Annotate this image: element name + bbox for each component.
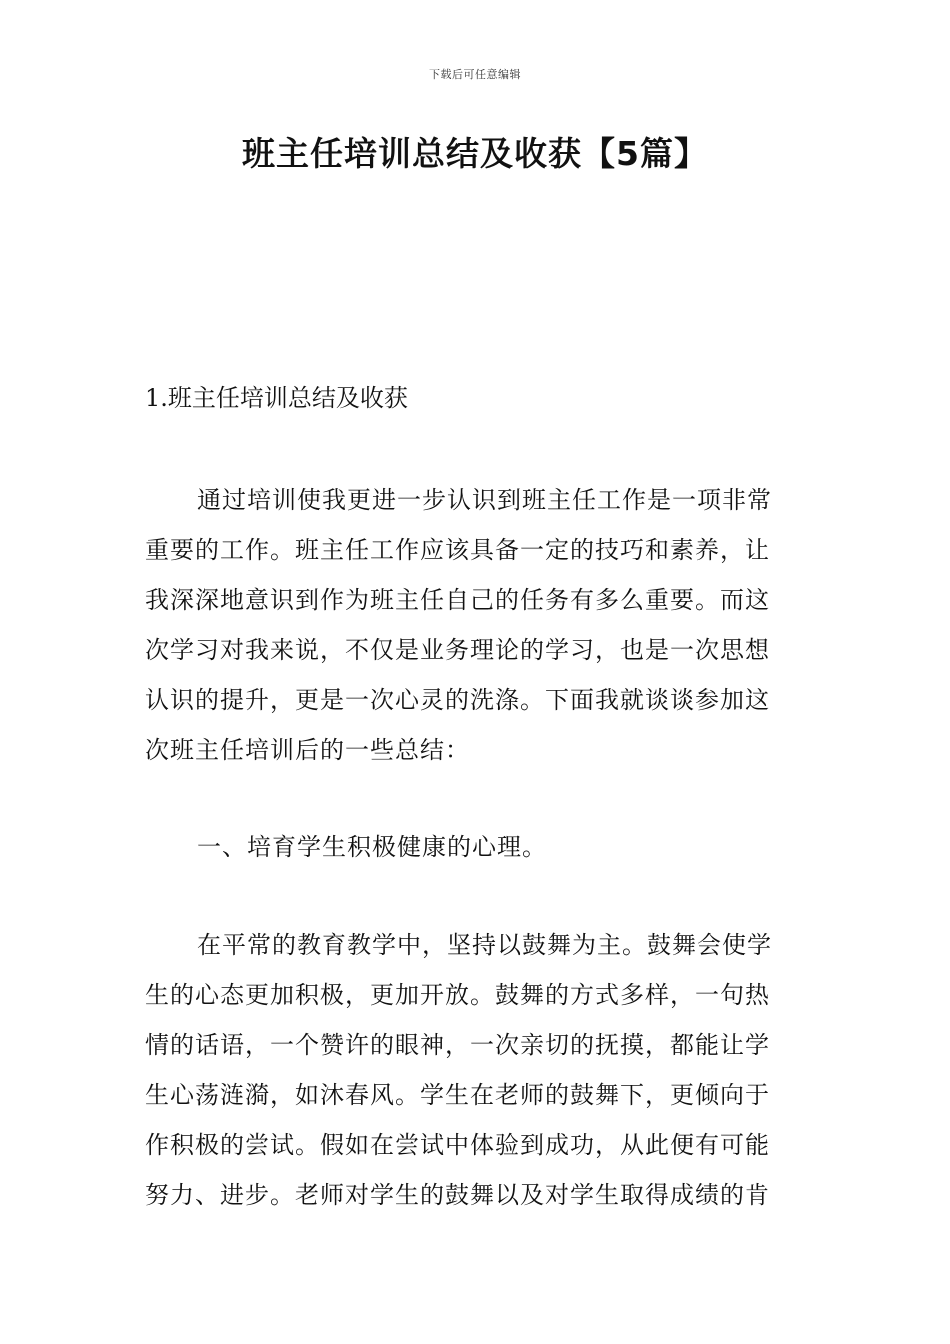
paragraph-1: [145, 475, 810, 775]
paragraph-line: 情的话语，一个赞许的眼神，一次亲切的抚摸，都能让学: [145, 1031, 770, 1059]
subheading-1: [145, 822, 810, 872]
paragraph-2: [145, 920, 810, 1220]
paragraph-line: 生心荡涟漪，如沐春风。学生在老师的鼓舞下，更倾向于: [145, 1081, 770, 1109]
paragraph-line: 次学习对我来说，不仅是业务理论的学习，也是一次思想: [145, 636, 770, 664]
paragraph-line: 生的心态更加积极，更加开放。鼓舞的方式多样，一句热: [145, 981, 770, 1009]
paragraph-line: 认识的提升，更是一次心灵的洗涤。下面我就谈谈参加这: [145, 686, 770, 714]
paragraph-line: 作积极的尝试。假如在尝试中体验到成功，从此便有可能: [145, 1131, 770, 1159]
paragraph-line: 我深深地意识到作为班主任自己的任务有多么重要。而这: [145, 586, 770, 614]
paragraph-line: 在平常的教育教学中，坚持以鼓舞为主。鼓舞会使学: [197, 931, 772, 959]
paragraph-line: 次班主任培训后的一些总结：: [145, 736, 470, 764]
section-heading: 1.班主任培训总结及收获: [145, 384, 408, 412]
paragraph-line: 通过培训使我更进一步认识到班主任工作是一项非常: [197, 486, 772, 514]
header-note: 下载后可任意编辑: [429, 68, 521, 81]
document-title: 班主任培训总结及收获【5篇】: [242, 134, 708, 173]
subheading-text: 一、培育学生积极健康的心理。: [197, 833, 547, 861]
paragraph-line: 努力、进步。老师对学生的鼓舞以及对学生取得成绩的肯: [145, 1181, 770, 1209]
paragraph-line: 重要的工作。班主任工作应该具备一定的技巧和素养，让: [145, 536, 770, 564]
